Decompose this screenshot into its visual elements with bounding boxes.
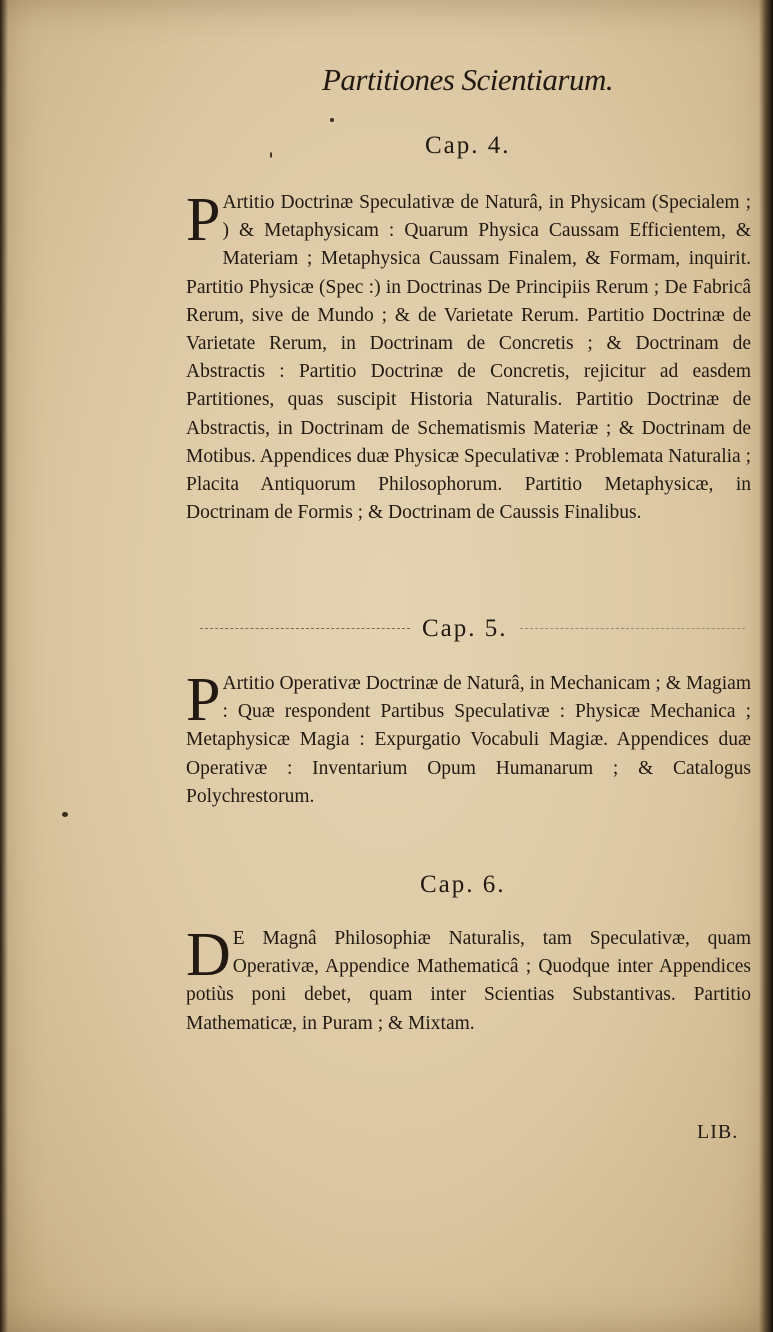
show-through-text bbox=[290, 1050, 710, 1110]
chapter-4-text bbox=[186, 186, 751, 527]
chapter-6-text bbox=[186, 921, 751, 1038]
drop-cap: P bbox=[186, 186, 221, 254]
chapter-4-body: Artitio Doctrinæ Speculativæ de Naturâ, in Physicam (Specialem ; ) & Metaphysicam : Quarum Physica Caussam Efficientem, & Materiam ; Metaphysica Caussam Finalem, & Formam, inquirit. Partitio Physicæ (Spec :) in Doctrinas De Principiis Rerum ; De Fabricâ Rerum, sive de Mundo ; & de Varietate Rerum. Partitio Doctrinæ de Varietate Rerum, in Doctrinam de Concretis ; & Doctrinam de Abstractis : Partitio Doctrinæ de Concretis, rejicitur ad easdem Partitiones, quas suscipit Historia Naturalis. Partitio Doctrinæ de Abstractis, in Doctrinam de Schematismis Materiæ ; & Doctrinam de Motibus. Appendices duæ Physicæ Speculativæ : Problemata Naturalia ; Placita Antiquorum Philosophorum. Partitio Metaphysicæ, in Doctrinam de Formis ; & Doctrinam de Caussis Finalibus. bbox=[186, 192, 751, 524]
paper-speck bbox=[330, 118, 334, 122]
drop-cap: P bbox=[186, 666, 221, 734]
paper-speck bbox=[270, 152, 272, 158]
running-head: Partitiones Scientiarum. bbox=[322, 62, 614, 97]
chapter-5-heading: Cap. 5. bbox=[422, 615, 508, 642]
chapter-6-heading: Cap. 6. bbox=[420, 871, 506, 898]
chapter-5-text bbox=[186, 666, 751, 811]
chapter-5-body: Artitio Operativæ Doctrinæ de Naturâ, in Mechanicam ; & Magiam : Quæ respondent Partibus Speculativæ : Physicæ Mechanica ; Metaphysicæ Magia : Expurgatio Vocabuli Magiæ. Appendices duæ Operativæ : Inventarium Opum Humanarum ; & Catalogus Polychrestorum. bbox=[186, 673, 751, 807]
section-rule-right bbox=[520, 628, 745, 630]
drop-cap: D bbox=[186, 921, 231, 989]
paper-speck bbox=[62, 812, 68, 817]
section-rule-left bbox=[200, 628, 410, 630]
chapter-4-heading: Cap. 4. bbox=[425, 132, 511, 159]
chapter-6-body: E Magnâ Philosophiæ Naturalis, tam Speculativæ, quam Operativæ, Appendice Mathematicâ ; Quodque inter Appendices potiùs poni debet, quam inter Scientias Substantivas. Partitio Mathematicæ, in Puram ; & Mixtam. bbox=[186, 928, 751, 1034]
catchword: LIB. bbox=[697, 1121, 739, 1143]
page-edge-left bbox=[0, 0, 8, 1332]
page-edge-right bbox=[759, 0, 773, 1332]
